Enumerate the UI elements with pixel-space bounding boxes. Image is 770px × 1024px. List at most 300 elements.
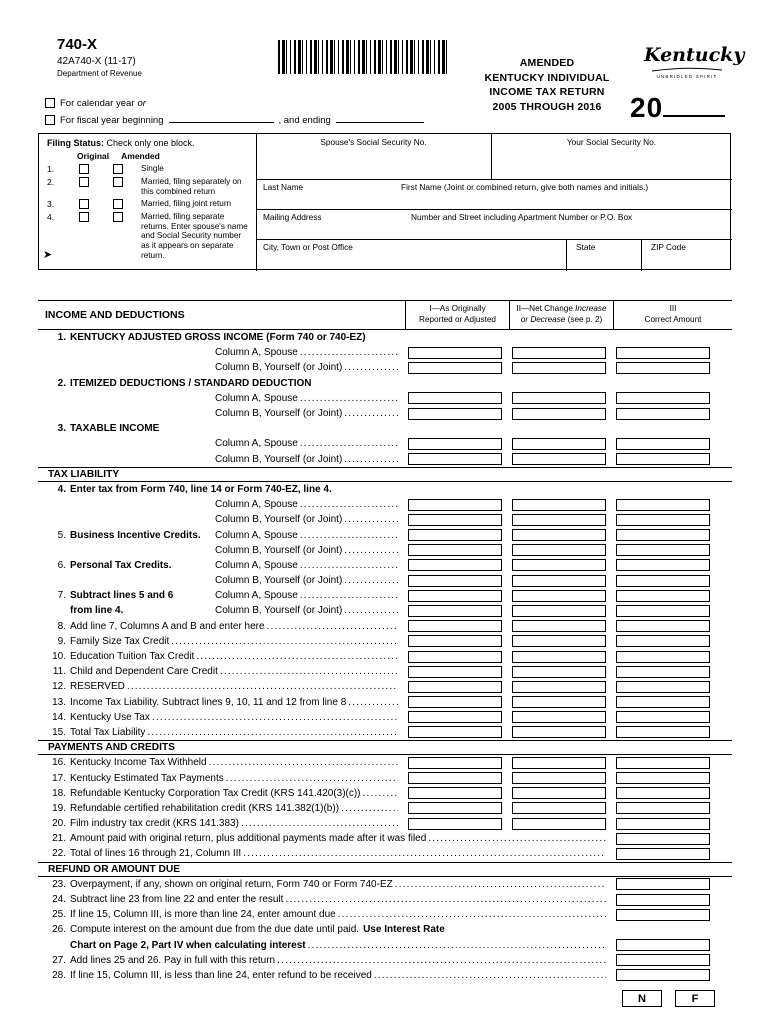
amended-column-label: Amended bbox=[121, 151, 160, 161]
spouse-ssn-label: Spouse's Social Security No. bbox=[320, 137, 427, 147]
line-4-col-a-box-col-i[interactable] bbox=[408, 499, 502, 511]
row-line-5-col-a bbox=[38, 527, 732, 542]
line-17-box-col-ii[interactable] bbox=[512, 772, 606, 784]
line-9-box-col-iii[interactable] bbox=[616, 635, 710, 647]
kentucky-logo-text: Kentucky bbox=[644, 44, 745, 66]
line-13-box-col-i[interactable] bbox=[408, 696, 502, 708]
line-21-box-col-iii[interactable] bbox=[616, 833, 710, 845]
year-input-line[interactable] bbox=[663, 93, 725, 117]
line-4-col-a-box-col-ii[interactable] bbox=[512, 499, 606, 511]
line-11-box-col-iii[interactable] bbox=[616, 666, 710, 678]
line-6-col-b-content bbox=[48, 575, 398, 586]
form-number: 740-X bbox=[57, 36, 98, 53]
line-4-col-a-content bbox=[48, 499, 398, 510]
barcode bbox=[278, 40, 450, 74]
dot-leader bbox=[300, 499, 398, 510]
line-16-box-col-i[interactable] bbox=[408, 757, 502, 769]
column-label: Column B, Yourself (or Joint) bbox=[215, 408, 343, 420]
line-5-col-a-box-col-ii[interactable] bbox=[512, 529, 606, 541]
line-12-box-col-iii[interactable] bbox=[616, 681, 710, 693]
column-label: Column A, Spouse bbox=[215, 392, 298, 404]
line-20-box-col-i[interactable] bbox=[408, 818, 502, 830]
column-iii-header bbox=[613, 301, 732, 329]
row-line-7-col-a bbox=[38, 588, 732, 603]
original-checkbox-separate-combined[interactable] bbox=[79, 177, 89, 187]
option-number: 2. bbox=[47, 177, 55, 187]
calendar-year-text: For calendar year bbox=[60, 98, 135, 109]
line-text: Add line 7, Columns A and B and enter here bbox=[70, 620, 265, 632]
line-7-col-b-content bbox=[48, 605, 398, 616]
line-number: 11. bbox=[52, 666, 66, 678]
fiscal-begin-input[interactable] bbox=[169, 112, 274, 123]
section-tax-liability-content bbox=[48, 469, 710, 480]
dot-leader bbox=[147, 727, 398, 738]
column-label: Column B, Yourself (or Joint) bbox=[215, 605, 343, 617]
line-14-box-col-ii[interactable] bbox=[512, 711, 606, 723]
line-6-col-b-box-col-ii[interactable] bbox=[512, 575, 606, 587]
line-6-col-a-content bbox=[48, 560, 398, 571]
line-28-content bbox=[48, 970, 606, 981]
line-16-box-col-ii[interactable] bbox=[512, 757, 606, 769]
city-label: City, Town or Post Office bbox=[263, 242, 353, 252]
column-label: Column B, Yourself (or Joint) bbox=[215, 514, 343, 526]
line-number: 21. bbox=[52, 833, 66, 845]
section-title: REFUND OR AMOUNT DUE bbox=[48, 863, 181, 875]
calendar-year-checkbox[interactable] bbox=[45, 98, 55, 108]
original-column-label: Original bbox=[77, 151, 110, 161]
line-22-content bbox=[48, 848, 606, 859]
line-5-col-a-box-col-i[interactable] bbox=[408, 529, 502, 541]
line-number: 20. bbox=[52, 818, 66, 830]
line-number: 5. bbox=[57, 529, 66, 541]
line-12-content bbox=[48, 681, 398, 692]
original-checkbox-joint[interactable] bbox=[79, 199, 89, 209]
line-17-content bbox=[48, 773, 398, 784]
line-text: Add lines 25 and 26. Pay in full with this return bbox=[70, 954, 276, 966]
your-ssn-label: Your Social Security No. bbox=[566, 137, 657, 147]
line-text: Kentucky Use Tax bbox=[70, 711, 150, 723]
column-ii-line2 bbox=[510, 315, 613, 326]
filing-status-title bbox=[39, 134, 256, 148]
line-24-box-col-iii[interactable] bbox=[616, 894, 710, 906]
n-label: N bbox=[638, 992, 646, 1005]
column-ii-line1 bbox=[510, 304, 613, 315]
line-4-col-b-box-col-iii[interactable] bbox=[616, 514, 710, 526]
line-27-box-col-iii[interactable] bbox=[616, 954, 710, 966]
line-5-col-b-box-col-i[interactable] bbox=[408, 544, 502, 556]
line-text: Film industry tax credit (KRS 141.383) bbox=[70, 818, 239, 830]
line-19-box-col-iii[interactable] bbox=[616, 802, 710, 814]
line-3-col-b-box-col-iii[interactable] bbox=[616, 453, 710, 465]
line-3-col-a-box-col-iii[interactable] bbox=[616, 438, 710, 450]
line-text: Overpayment, if any, shown on original return, Form 740 or Form 740-EZ bbox=[70, 878, 393, 890]
line-6-col-b-box-col-i[interactable] bbox=[408, 575, 502, 587]
line-23-box-col-iii[interactable] bbox=[616, 878, 710, 890]
calendar-year-row bbox=[45, 96, 146, 109]
row-line-2-col-b bbox=[38, 406, 732, 421]
line-3-col-a-box-col-i[interactable] bbox=[408, 438, 502, 450]
line-7-col-a-box-col-iii[interactable] bbox=[616, 590, 710, 602]
title-line-amended: AMENDED bbox=[519, 57, 575, 69]
filing-status-column-heads bbox=[39, 148, 256, 161]
state-field[interactable] bbox=[566, 251, 641, 270]
city-field[interactable] bbox=[256, 251, 566, 270]
line-14-content bbox=[48, 712, 398, 723]
amended-checkbox-single[interactable] bbox=[113, 164, 123, 174]
option-label: Married, filing separately on this combined return bbox=[141, 177, 242, 196]
line-title: Business Incentive Credits. bbox=[70, 529, 201, 541]
column-label: Column B, Yourself (or Joint) bbox=[215, 575, 343, 587]
line-text: Amount paid with original return, plus additional payments made after it was filed bbox=[70, 833, 427, 845]
row-line-24 bbox=[38, 892, 732, 907]
column-label: Column A, Spouse bbox=[215, 559, 298, 571]
divider bbox=[256, 179, 732, 180]
filing-option-single bbox=[39, 164, 256, 174]
column-label: Column A, Spouse bbox=[215, 499, 298, 511]
option-label: Single bbox=[141, 164, 164, 173]
department-label: Department of Revenue bbox=[57, 69, 142, 78]
row-line-19 bbox=[38, 801, 732, 816]
line-3-col-a-content bbox=[48, 438, 398, 449]
row-line-9 bbox=[38, 634, 732, 649]
filing-option-joint bbox=[39, 199, 256, 209]
line-2-col-b-box-col-ii[interactable] bbox=[512, 408, 606, 420]
amended-checkbox-separate-returns[interactable] bbox=[113, 212, 123, 222]
form-code: 42A740-X (11-17) bbox=[57, 56, 136, 67]
calendar-year-or: or bbox=[137, 98, 146, 109]
dot-leader bbox=[127, 681, 398, 692]
column-ii-header bbox=[509, 301, 613, 329]
line-number: 15. bbox=[52, 726, 66, 738]
last-name-label: Last Name bbox=[263, 182, 304, 192]
dot-leader bbox=[285, 894, 606, 905]
zip-field[interactable] bbox=[641, 251, 732, 270]
taxpayer-info-section bbox=[38, 133, 731, 270]
original-checkbox-single[interactable] bbox=[79, 164, 89, 174]
line-11-content bbox=[48, 666, 398, 677]
row-line-1-col-a bbox=[38, 345, 732, 360]
line-5-col-b-box-col-ii[interactable] bbox=[512, 544, 606, 556]
line-number: 23. bbox=[52, 878, 66, 890]
line-8-box-col-i[interactable] bbox=[408, 620, 502, 632]
line-24-content bbox=[48, 894, 606, 905]
line-2-col-b-content bbox=[48, 408, 398, 419]
fiscal-end-input[interactable] bbox=[336, 112, 424, 123]
line-9-box-col-ii[interactable] bbox=[512, 635, 606, 647]
dot-leader bbox=[241, 818, 398, 829]
state-label: State bbox=[576, 242, 596, 252]
row-line-3-col-a bbox=[38, 436, 732, 451]
line-2-col-a-box-col-iii[interactable] bbox=[616, 392, 710, 404]
street-label: Number and Street including Apartment Number or P.O. Box bbox=[411, 212, 633, 222]
row-line-27 bbox=[38, 953, 732, 968]
line-number: 7. bbox=[57, 590, 66, 602]
filing-status-title-bold: Filing Status: bbox=[47, 138, 104, 148]
line-20-box-col-ii[interactable] bbox=[512, 818, 606, 830]
spouse-ssn-field[interactable] bbox=[256, 147, 491, 178]
row-line-23 bbox=[38, 877, 732, 892]
line-text: Income Tax Liability. Subtract lines 9, 10, 11 and 12 from line 8 bbox=[70, 696, 347, 708]
logo-tagline: UNBRIDLED SPIRIT bbox=[656, 74, 718, 79]
line-5-col-b-box-col-iii[interactable] bbox=[616, 544, 710, 556]
line-4-col-b-box-col-i[interactable] bbox=[408, 514, 502, 526]
row-line-7-col-b bbox=[38, 603, 732, 618]
column-label: Column B, Yourself (or Joint) bbox=[215, 362, 343, 374]
dot-leader bbox=[344, 514, 398, 525]
line-number: 12. bbox=[52, 681, 66, 693]
line-number: 17. bbox=[52, 772, 66, 784]
line-text: Child and Dependent Care Credit bbox=[70, 666, 218, 678]
line-6-col-a-box-col-iii[interactable] bbox=[616, 559, 710, 571]
row-line-17 bbox=[38, 770, 732, 785]
line-number: 27. bbox=[52, 954, 66, 966]
form-title bbox=[452, 56, 642, 115]
column-label: Column A, Spouse bbox=[215, 529, 298, 541]
dot-leader bbox=[243, 848, 606, 859]
line-26-part-2-box-col-iii[interactable] bbox=[616, 939, 710, 951]
column-iii-line2: Correct Amount bbox=[644, 315, 702, 324]
line-2-col-a-content bbox=[48, 393, 398, 404]
line-number: 24. bbox=[52, 894, 66, 906]
row-section-refund-amount-due bbox=[38, 862, 732, 877]
column-label: Column A, Spouse bbox=[215, 438, 298, 450]
dot-leader bbox=[209, 757, 398, 768]
line-18-box-col-iii[interactable] bbox=[616, 787, 710, 799]
line-17-box-col-i[interactable] bbox=[408, 772, 502, 784]
line-3-col-b-content bbox=[48, 454, 398, 465]
line-18-content bbox=[48, 788, 398, 799]
amended-checkbox-separate-combined[interactable] bbox=[113, 177, 123, 187]
row-section-payments-credits bbox=[38, 740, 732, 755]
dot-leader bbox=[348, 697, 398, 708]
line-20-box-col-iii[interactable] bbox=[616, 818, 710, 830]
line-15-box-col-ii[interactable] bbox=[512, 726, 606, 738]
line-number: 19. bbox=[52, 802, 66, 814]
line-19-content bbox=[48, 803, 398, 814]
line-11-box-col-i[interactable] bbox=[408, 666, 502, 678]
f-box[interactable] bbox=[675, 990, 715, 1007]
line-1-col-b-box-col-iii[interactable] bbox=[616, 362, 710, 374]
dot-leader bbox=[300, 438, 398, 449]
row-line-18 bbox=[38, 786, 732, 801]
section-title: PAYMENTS AND CREDITS bbox=[48, 742, 175, 754]
column-iii-line1: III bbox=[669, 304, 677, 314]
line-18-box-col-ii[interactable] bbox=[512, 787, 606, 799]
option-label: Married, filing joint return bbox=[141, 199, 232, 209]
line-25-content bbox=[48, 909, 606, 920]
line-2-col-b-box-col-i[interactable] bbox=[408, 408, 502, 420]
n-box[interactable] bbox=[622, 990, 662, 1007]
line-14-box-col-iii[interactable] bbox=[616, 711, 710, 723]
dot-leader bbox=[277, 955, 606, 966]
line-text: If line 15, Column III, is less than line 24, enter refund to be received bbox=[70, 969, 372, 981]
row-line-13 bbox=[38, 695, 732, 710]
line-6-col-b-box-col-iii[interactable] bbox=[616, 575, 710, 587]
dot-leader bbox=[344, 575, 398, 586]
line-26-part-1-content bbox=[48, 924, 710, 935]
row-line-8 bbox=[38, 619, 732, 634]
line-15-box-col-iii[interactable] bbox=[616, 726, 710, 738]
column-label: Column A, Spouse bbox=[215, 590, 298, 602]
line-number: 2. bbox=[57, 377, 66, 389]
f-label: F bbox=[691, 992, 699, 1005]
line-10-box-col-ii[interactable] bbox=[512, 651, 606, 663]
amended-checkbox-joint[interactable] bbox=[113, 199, 123, 209]
line-26-part-2-content bbox=[48, 940, 606, 951]
line-23-content bbox=[48, 879, 606, 890]
dot-leader bbox=[363, 788, 398, 799]
line-text: Refundable Kentucky Corporation Tax Credit (KRS 141.420(3)(c)) bbox=[70, 787, 361, 799]
row-line-2-col-a bbox=[38, 391, 732, 406]
line-1-col-a-box-col-ii[interactable] bbox=[512, 347, 606, 359]
line-title: Subtract lines 5 and 6 bbox=[70, 590, 174, 602]
first-name-label: First Name (Joint or combined return, give both names and initials.) bbox=[401, 182, 649, 192]
line-13-box-col-iii[interactable] bbox=[616, 696, 710, 708]
your-ssn-field[interactable] bbox=[491, 147, 732, 178]
line-1-col-a-content bbox=[48, 347, 398, 358]
divider bbox=[256, 239, 732, 240]
line-5-col-a-box-col-iii[interactable] bbox=[616, 529, 710, 541]
line-22-box-col-iii[interactable] bbox=[616, 848, 710, 860]
column-i-header bbox=[405, 301, 509, 329]
line-1-col-b-box-col-ii[interactable] bbox=[512, 362, 606, 374]
line-6-col-a-box-col-i[interactable] bbox=[408, 559, 502, 571]
line-7-col-b-box-col-iii[interactable] bbox=[616, 605, 710, 617]
line-number: 13. bbox=[52, 696, 66, 708]
line-title: from line 4. bbox=[70, 605, 124, 617]
line-19-box-col-ii[interactable] bbox=[512, 802, 606, 814]
line-6-col-a-box-col-ii[interactable] bbox=[512, 559, 606, 571]
dot-leader bbox=[428, 833, 606, 844]
line-18-box-col-i[interactable] bbox=[408, 787, 502, 799]
line-7-col-b-box-col-i[interactable] bbox=[408, 605, 502, 617]
line-1-col-a-box-col-i[interactable] bbox=[408, 347, 502, 359]
line-3-col-b-box-col-i[interactable] bbox=[408, 453, 502, 465]
nf-boxes bbox=[622, 990, 715, 1007]
table-rows bbox=[38, 330, 732, 983]
line-3-content bbox=[48, 423, 710, 434]
line-4-content bbox=[48, 484, 710, 495]
dot-leader bbox=[300, 590, 398, 601]
row-line-15 bbox=[38, 725, 732, 740]
line-10-box-col-i[interactable] bbox=[408, 651, 502, 663]
mailing-address-field[interactable] bbox=[256, 221, 732, 238]
line-9-box-col-i[interactable] bbox=[408, 635, 502, 647]
line-7-col-a-box-col-ii[interactable] bbox=[512, 590, 606, 602]
line-number: 4. bbox=[57, 483, 66, 495]
row-line-3 bbox=[38, 421, 732, 436]
year-prefix: 20 bbox=[630, 92, 664, 123]
row-line-3-col-b bbox=[38, 452, 732, 467]
line-12-box-col-ii[interactable] bbox=[512, 681, 606, 693]
line-7-col-a-box-col-i[interactable] bbox=[408, 590, 502, 602]
line-11-box-col-ii[interactable] bbox=[512, 666, 606, 678]
dot-leader bbox=[344, 454, 398, 465]
row-line-11 bbox=[38, 664, 732, 679]
row-line-22 bbox=[38, 846, 732, 861]
line-2-content bbox=[48, 378, 710, 389]
table-header bbox=[38, 300, 732, 330]
title-line-kentucky: KENTUCKY INDIVIDUAL bbox=[484, 71, 610, 84]
line-13-box-col-ii[interactable] bbox=[512, 696, 606, 708]
line-8-box-col-iii[interactable] bbox=[616, 620, 710, 632]
line-4-col-a-box-col-iii[interactable] bbox=[616, 499, 710, 511]
original-checkbox-separate-returns[interactable] bbox=[79, 212, 89, 222]
line-28-box-col-iii[interactable] bbox=[616, 969, 710, 981]
line-8-box-col-ii[interactable] bbox=[512, 620, 606, 632]
line-15-box-col-i[interactable] bbox=[408, 726, 502, 738]
column-ii-line2-text: (see p. 2) bbox=[567, 315, 603, 324]
line-10-content bbox=[48, 651, 398, 662]
line-3-col-a-box-col-ii[interactable] bbox=[512, 438, 606, 450]
fiscal-year-checkbox[interactable] bbox=[45, 115, 55, 125]
row-line-12 bbox=[38, 679, 732, 694]
line-number: 26. bbox=[52, 924, 66, 936]
row-section-tax-liability bbox=[38, 467, 732, 482]
line-number: 25. bbox=[52, 909, 66, 921]
tax-year bbox=[630, 92, 725, 124]
fiscal-year-label: For fiscal year beginning bbox=[60, 115, 164, 126]
dot-leader bbox=[196, 651, 398, 662]
line-3-col-b-box-col-ii[interactable] bbox=[512, 453, 606, 465]
line-number: 10. bbox=[52, 651, 66, 663]
line-13-content bbox=[48, 697, 398, 708]
line-2-col-a-box-col-ii[interactable] bbox=[512, 392, 606, 404]
line-text: If line 15, Column III, is more than line 24, enter amount due bbox=[70, 909, 336, 921]
logo-swoosh-icon bbox=[650, 66, 724, 73]
line-text: Kentucky Estimated Tax Payments bbox=[70, 772, 224, 784]
line-number: 16. bbox=[52, 757, 66, 769]
line-17-box-col-iii[interactable] bbox=[616, 772, 710, 784]
line-7-col-b-box-col-ii[interactable] bbox=[512, 605, 606, 617]
row-line-26-part-1 bbox=[38, 922, 732, 937]
row-line-4-col-b bbox=[38, 512, 732, 527]
line-number: 28. bbox=[52, 969, 66, 981]
column-label: Column B, Yourself (or Joint) bbox=[215, 453, 343, 465]
divider bbox=[256, 209, 732, 210]
title-line-years: 2005 THROUGH 2016 bbox=[492, 101, 602, 114]
row-line-4 bbox=[38, 482, 732, 497]
line-1-col-b-content bbox=[48, 362, 398, 373]
line-25-box-col-iii[interactable] bbox=[616, 909, 710, 921]
section-title: TAX LIABILITY bbox=[48, 468, 120, 480]
line-1-col-b-box-col-i[interactable] bbox=[408, 362, 502, 374]
line-14-box-col-i[interactable] bbox=[408, 711, 502, 723]
line-19-box-col-i[interactable] bbox=[408, 802, 502, 814]
line-4-col-b-box-col-ii[interactable] bbox=[512, 514, 606, 526]
name-field[interactable] bbox=[256, 191, 732, 208]
title-line-income: INCOME TAX RETURN bbox=[489, 86, 605, 99]
row-line-26-part-2 bbox=[38, 938, 732, 953]
row-line-25 bbox=[38, 907, 732, 922]
row-line-1 bbox=[38, 330, 732, 345]
line-10-box-col-iii[interactable] bbox=[616, 651, 710, 663]
dot-leader bbox=[344, 545, 398, 556]
row-line-6-col-a bbox=[38, 558, 732, 573]
line-16-content bbox=[48, 757, 398, 768]
option-number: 1. bbox=[47, 164, 55, 174]
line-number: 1. bbox=[57, 332, 66, 344]
line-2-col-b-box-col-iii[interactable] bbox=[616, 408, 710, 420]
line-2-col-a-box-col-i[interactable] bbox=[408, 392, 502, 404]
line-12-box-col-i[interactable] bbox=[408, 681, 502, 693]
line-1-col-a-box-col-iii[interactable] bbox=[616, 347, 710, 359]
line-16-box-col-iii[interactable] bbox=[616, 757, 710, 769]
fiscal-year-row bbox=[45, 112, 424, 126]
column-ii-line2-italic: or Decrease bbox=[520, 315, 568, 324]
column-label: Column A, Spouse bbox=[215, 347, 298, 359]
dot-leader bbox=[267, 621, 398, 632]
